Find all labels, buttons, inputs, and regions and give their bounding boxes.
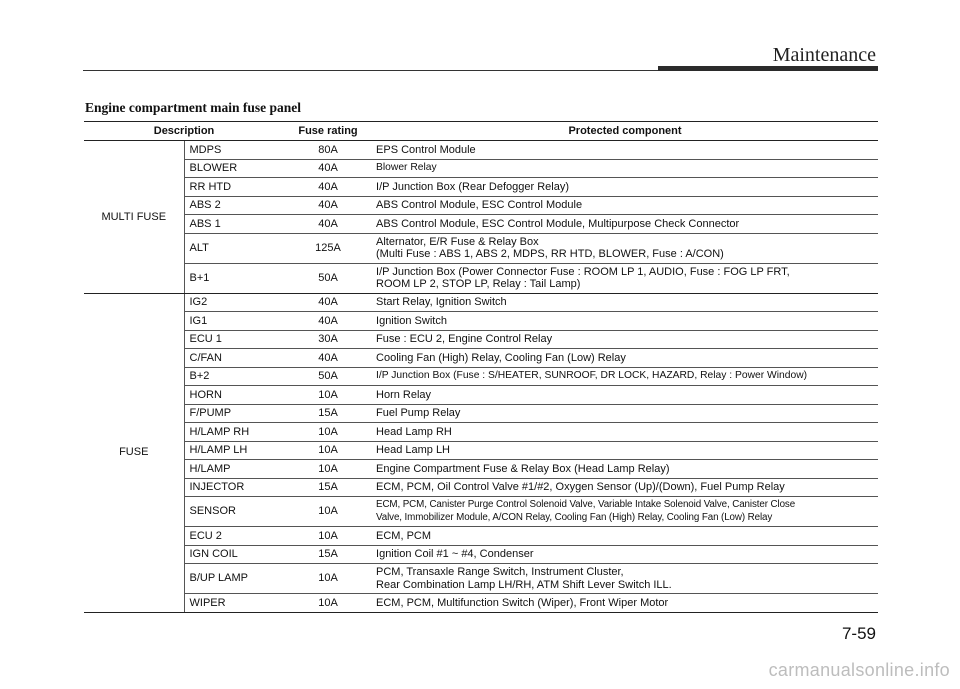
column-header-protected-component: Protected component [372, 122, 878, 141]
fuse-name: HORN [184, 386, 284, 405]
table-row [84, 478, 878, 497]
table-row [84, 215, 878, 234]
fuse-table [84, 121, 878, 613]
fuse-name: RR HTD [184, 178, 284, 197]
fuse-rating: 40A [284, 159, 372, 178]
fuse-name: H/LAMP [184, 460, 284, 479]
table-row [84, 196, 878, 215]
fuse-name: IG1 [184, 312, 284, 331]
fuse-rating: 15A [284, 545, 372, 564]
column-header-description: Description [84, 122, 284, 141]
protected-component: ECM, PCM, Oil Control Valve #1/#2, Oxygen Sensor (Up)/(Down), Fuel Pump Relay [372, 478, 878, 497]
protected-component: Alternator, E/R Fuse & Relay Box (Multi Fuse : ABS 1, ABS 2, MDPS, RR HTD, BLOWER, Fuse : A/CON) [372, 233, 878, 263]
table-row [84, 545, 878, 564]
column-header-fuse-rating: Fuse rating [284, 122, 372, 141]
fuse-name: ECU 2 [184, 527, 284, 546]
fuse-name: INJECTOR [184, 478, 284, 497]
table-row [84, 441, 878, 460]
fuse-rating: 40A [284, 178, 372, 197]
fuse-rating: 125A [284, 233, 372, 263]
table-row [84, 594, 878, 613]
fuse-rating: 40A [284, 215, 372, 234]
fuse-rating: 10A [284, 460, 372, 479]
table-row [84, 349, 878, 368]
protected-component: ECM, PCM [372, 527, 878, 546]
fuse-table-body [84, 141, 878, 613]
watermark-text[interactable]: carmanualsonline.info [768, 660, 950, 680]
protected-component: Engine Compartment Fuse & Relay Box (Head Lamp Relay) [372, 460, 878, 479]
table-row [84, 404, 878, 423]
protected-component: ECM, PCM, Canister Purge Control Solenoid Valve, Variable Intake Solenoid Valve, Canister Close Valve, Immobilizer Module, A/CON Relay, Cooling Fan (High) Relay, Cooling Fan (Low) Relay [372, 497, 878, 527]
protected-component: Fuel Pump Relay [372, 404, 878, 423]
fuse-name: ALT [184, 233, 284, 263]
header-rule-thick [658, 66, 878, 71]
fuse-name: ECU 1 [184, 330, 284, 349]
fuse-rating: 40A [284, 312, 372, 331]
fuse-name: MDPS [184, 141, 284, 160]
protected-component: I/P Junction Box (Power Connector Fuse : ROOM LP 1, AUDIO, Fuse : FOG LP FRT, ROOM LP 2, STOP LP, Relay : Tail Lamp) [372, 263, 878, 293]
fuse-name: ABS 1 [184, 215, 284, 234]
table-row [84, 367, 878, 386]
table-row [84, 497, 878, 527]
table-row [84, 293, 878, 312]
fuse-name: WIPER [184, 594, 284, 613]
table-row [84, 263, 878, 293]
section-header-title: Maintenance [772, 44, 876, 66]
fuse-rating: 15A [284, 478, 372, 497]
fuse-rating: 50A [284, 263, 372, 293]
page-number: 7-59 [841, 624, 876, 643]
fuse-rating: 10A [284, 527, 372, 546]
fuse-rating: 15A [284, 404, 372, 423]
table-row [84, 423, 878, 442]
protected-component: Cooling Fan (High) Relay, Cooling Fan (Low) Relay [372, 349, 878, 368]
protected-component: Head Lamp RH [372, 423, 878, 442]
fuse-group-label: FUSE [84, 293, 184, 612]
fuse-name: SENSOR [184, 497, 284, 527]
fuse-name: B+2 [184, 367, 284, 386]
protected-component: Ignition Switch [372, 312, 878, 331]
protected-component: Ignition Coil #1 ~ #4, Condenser [372, 545, 878, 564]
fuse-name: C/FAN [184, 349, 284, 368]
protected-component: Head Lamp LH [372, 441, 878, 460]
fuse-name: H/LAMP LH [184, 441, 284, 460]
fuse-rating: 40A [284, 196, 372, 215]
fuse-group-label: MULTI FUSE [84, 141, 184, 294]
fuse-rating: 30A [284, 330, 372, 349]
protected-component: Horn Relay [372, 386, 878, 405]
table-row [84, 312, 878, 331]
fuse-name: IGN COIL [184, 545, 284, 564]
fuse-rating: 10A [284, 423, 372, 442]
fuse-name: F/PUMP [184, 404, 284, 423]
fuse-rating: 10A [284, 386, 372, 405]
table-row [84, 527, 878, 546]
fuse-name: B+1 [184, 263, 284, 293]
fuse-rating: 80A [284, 141, 372, 160]
fuse-panel-title: Engine compartment main fuse panel [85, 100, 301, 115]
table-row [84, 141, 878, 160]
protected-component: ABS Control Module, ESC Control Module [372, 196, 878, 215]
protected-component: PCM, Transaxle Range Switch, Instrument Cluster, Rear Combination Lamp LH/RH, ATM Shift Lever Switch ILL. [372, 564, 878, 594]
protected-component: Start Relay, Ignition Switch [372, 293, 878, 312]
protected-component: EPS Control Module [372, 141, 878, 160]
fuse-name: IG2 [184, 293, 284, 312]
fuse-rating: 10A [284, 594, 372, 613]
fuse-rating: 10A [284, 564, 372, 594]
protected-component: I/P Junction Box (Rear Defogger Relay) [372, 178, 878, 197]
fuse-name: ABS 2 [184, 196, 284, 215]
fuse-rating: 10A [284, 441, 372, 460]
protected-component: ABS Control Module, ESC Control Module, Multipurpose Check Connector [372, 215, 878, 234]
fuse-rating: 40A [284, 349, 372, 368]
fuse-rating: 50A [284, 367, 372, 386]
header-rule-thin [83, 70, 658, 71]
fuse-name: H/LAMP RH [184, 423, 284, 442]
table-row [84, 386, 878, 405]
fuse-rating: 40A [284, 293, 372, 312]
table-row [84, 178, 878, 197]
table-row [84, 460, 878, 479]
protected-component: ECM, PCM, Multifunction Switch (Wiper), Front Wiper Motor [372, 594, 878, 613]
protected-component: I/P Junction Box (Fuse : S/HEATER, SUNROOF, DR LOCK, HAZARD, Relay : Power Window) [372, 367, 878, 386]
table-header-row [84, 122, 878, 141]
fuse-rating: 10A [284, 497, 372, 527]
table-row [84, 330, 878, 349]
table-row [84, 233, 878, 263]
protected-component: Blower Relay [372, 159, 878, 178]
table-row [84, 564, 878, 594]
table-row [84, 159, 878, 178]
fuse-name: B/UP LAMP [184, 564, 284, 594]
fuse-name: BLOWER [184, 159, 284, 178]
protected-component: Fuse : ECU 2, Engine Control Relay [372, 330, 878, 349]
